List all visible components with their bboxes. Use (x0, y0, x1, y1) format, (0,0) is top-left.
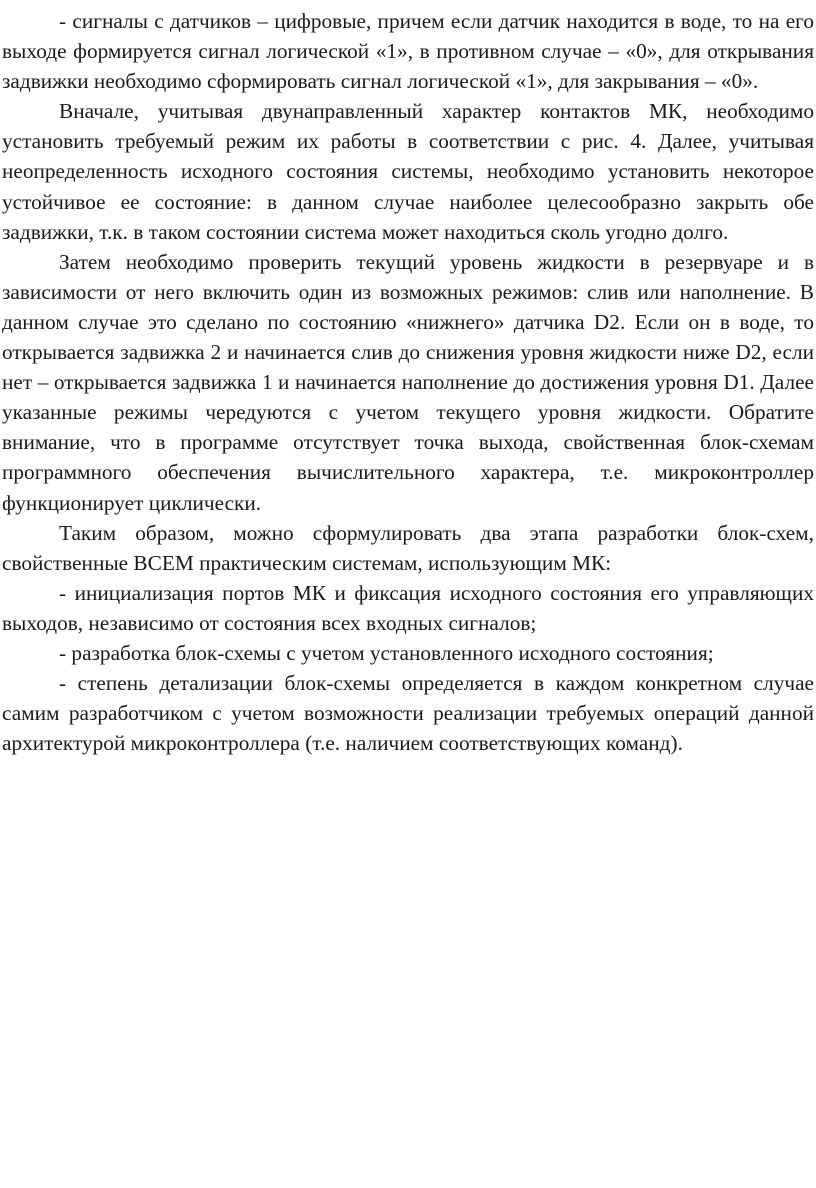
paragraph-design-stages: Таким образом, можно сформулировать два этапа разработки блок-схем, свойственные ВСЕМ практическим системам, использующим МК: (2, 520, 814, 575)
list-item-flowchart-design: - разработка блок-схемы с учетом установленного исходного состояния; (59, 640, 714, 665)
paragraph-sensor-signals: - сигналы с датчиков – цифровые, причем если датчик находится в воде, то на его выходе формируется сигнал логической «1», в противном случае – «0», для открывания задвижки необходимо сформировать сигнал логической «1», для закрывания – «0». (2, 9, 814, 94)
document-body (2, 6, 814, 758)
paragraph-initial-setup: Вначале, учитывая двунаправленный характер контактов МК, необходимо установить требуемый режим их работы в соответствии с рис. 4. Далее, учитывая неопределенность исходного состояния системы, необходимо установить некоторое устойчивое ее состояние: в данном случае наиболее целесообразно закрыть обе задвижки, т.к. в таком состоянии система может находиться сколь угодно долго. (2, 99, 814, 244)
list-item-port-init: - инициализация портов МК и фиксация исходного состояния его управляющих выходов, независимо от состояния всех входных сигналов; (2, 580, 814, 635)
list-item-detail-level: - степень детализации блок-схемы определяется в каждом конкретном случае самим разработчиком с учетом возможности реализации требуемых операций данной архитектурой микроконтроллера (т.е. наличием соответствующих команд). (2, 671, 814, 756)
paragraph-level-check: Затем необходимо проверить текущий уровень жидкости в резервуаре и в зависимости от него включить один из возможных режимов: слив или наполнение. В данном случае это сделано по состоянию «нижнего» датчика D2. Если он в воде, то открывается задвижка 2 и начинается слив до снижения уровня жидкости ниже D2, если нет – открывается задвижка 1 и начинается наполнение до достижения уровня D1. Далее указанные режимы чередуются с учетом текущего уровня жидкости. Обратите внимание, что в программе отсутствует точка выхода, свойственная блок-схемам программного обеспечения вычислительного характера, т.е. микроконтроллер функционирует циклически. (2, 249, 814, 515)
